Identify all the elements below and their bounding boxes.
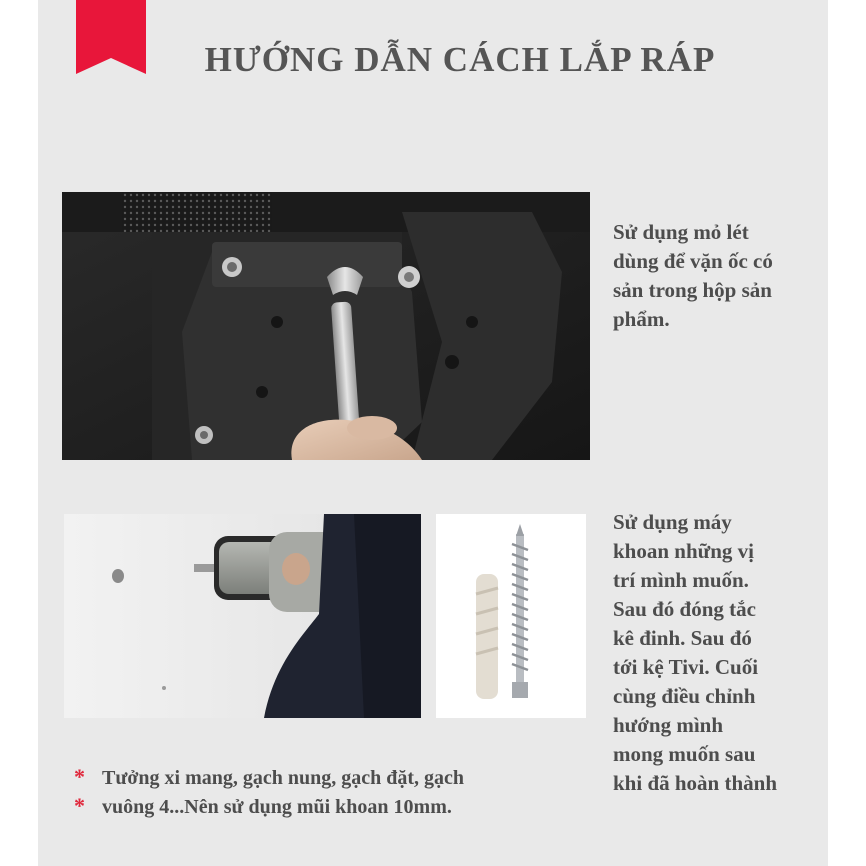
step2-line: Sau đó đóng tắc — [613, 597, 756, 621]
asterisk-bullet-icon: * — [74, 764, 85, 789]
step2-line: tới kệ Tivi. Cuối — [613, 655, 759, 679]
note-text: vuông 4...Nên sử dụng mũi khoan 10mm. — [102, 796, 452, 818]
step2-line: cùng điều chỉnh — [613, 684, 756, 708]
step1-line: dùng để vặn ốc có — [613, 249, 773, 273]
step2-line: Sử dụng máy — [613, 510, 732, 534]
step2-line: hướng mình — [613, 713, 724, 737]
step2-line: trí mình muốn. — [613, 568, 749, 592]
step1-line: sản trong hộp sản — [613, 278, 772, 302]
note-item — [74, 793, 574, 819]
wall-anchor-screw-photo — [436, 514, 586, 718]
note-item — [74, 764, 574, 790]
note-text: Tưởng xi mang, gạch nung, gạch đặt, gạch — [102, 767, 465, 789]
step2-line: khi đã hoàn thành — [613, 771, 778, 795]
step2-description — [613, 508, 813, 798]
step2-line: kê đinh. Sau đó — [613, 626, 752, 650]
step1-line: Sử dụng mỏ lét — [613, 220, 749, 244]
step2-line: mong muốn sau — [613, 742, 756, 766]
wrench-bracket-photo — [62, 192, 590, 460]
step1-line: phẩm. — [613, 307, 670, 331]
drill-wall-photo — [64, 514, 421, 718]
step2-line: khoan những vị — [613, 539, 755, 563]
asterisk-bullet-icon: * — [74, 793, 85, 818]
page-title: HƯỚNG DẪN CÁCH LẮP RÁP — [204, 40, 716, 79]
step1-description — [613, 218, 813, 334]
